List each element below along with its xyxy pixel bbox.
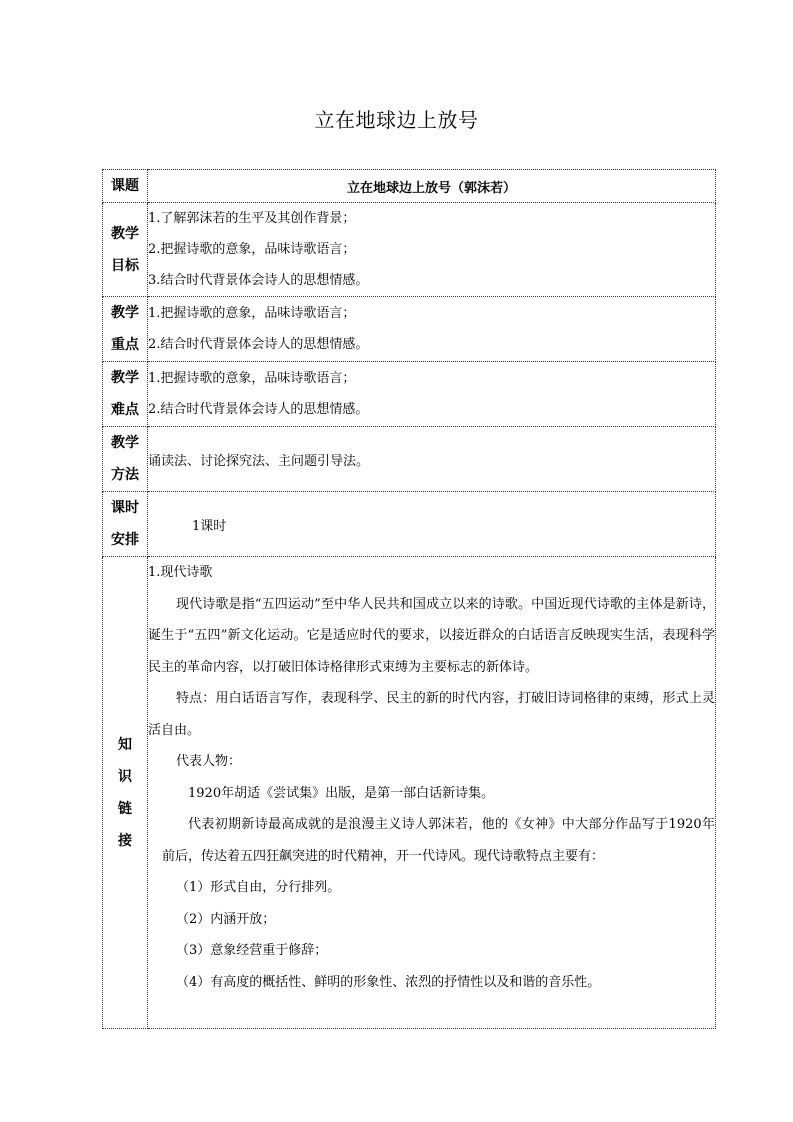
topic-value: 立在地球边上放号（郭沫若） bbox=[148, 170, 716, 203]
row-methods bbox=[103, 427, 716, 492]
hours-value: 1课时 bbox=[192, 518, 227, 534]
feature-item: （4）有高度的概括性、鲜明的形象性、浓烈的抒情性以及和谐的音乐性。 bbox=[176, 974, 601, 990]
feature-item: （1）形式自由，分行排列。 bbox=[176, 880, 341, 895]
row-key-points bbox=[103, 297, 716, 362]
difficulties-content bbox=[148, 362, 716, 427]
feature-item: （3）意象经营重于修辞； bbox=[176, 943, 328, 958]
knowledge-para: 特点：用白话语言写作，表现科学、民主的新的时代内容，打破旧诗词格律的束缚，形式上灵活自由。 bbox=[148, 691, 715, 738]
goal-item: 2.把握诗歌的意象，品味诗歌语言； bbox=[148, 242, 356, 257]
representative-item: 代表初期新诗最高成就的是浪漫主义诗人郭沫若，他的《女神》中大部分作品写于1920年前后，传达着五四狂飙突进的时代精神，开一代诗风。现代诗歌特点主要有： bbox=[162, 817, 715, 864]
knowledge-content bbox=[148, 557, 716, 1029]
knowledge-para: 现代诗歌是指“五四运动”至中华人民共和国成立以来的诗歌。中国近现代诗歌的主体是新诗，诞生于“五四”新文化运动。它是适应时代的要求，以接近群众的白话语言反映现实生活，表现科学民主的革命内容，以打破旧体诗格律形式束缚为主要标志的新体诗。 bbox=[148, 596, 715, 675]
feature-item: （2）内涵开放； bbox=[176, 911, 276, 927]
row-goals bbox=[103, 203, 716, 297]
row-difficulties bbox=[103, 362, 716, 427]
label-difficulties: 教学 难点 bbox=[103, 362, 148, 427]
hours-content bbox=[148, 492, 716, 557]
representatives-label: 代表人物： bbox=[176, 754, 242, 769]
label-methods: 教学 方法 bbox=[103, 427, 148, 492]
key-point-item: 2.结合时代背景体会诗人的思想情感。 bbox=[148, 337, 369, 352]
label-hours: 课时 安排 bbox=[103, 492, 148, 557]
label-knowledge: 知 识 链 接 bbox=[103, 557, 148, 1029]
row-hours bbox=[103, 492, 716, 557]
difficulty-item: 2.结合时代背景体会诗人的思想情感。 bbox=[148, 402, 369, 417]
difficulty-item: 1.把握诗歌的意象，品味诗歌语言； bbox=[148, 371, 356, 386]
knowledge-heading: 1.现代诗歌 bbox=[148, 565, 213, 580]
label-key-points: 教学 重点 bbox=[103, 297, 148, 362]
label-topic: 课题 bbox=[103, 170, 148, 203]
representative-item: 1920年胡适《尝试集》出版，是第一部白话新诗集。 bbox=[188, 785, 495, 801]
goals-content bbox=[148, 203, 716, 297]
page-title: 立在地球边上放号 bbox=[314, 108, 479, 132]
key-point-item: 1.把握诗歌的意象，品味诗歌语言； bbox=[148, 306, 356, 321]
lesson-plan-table bbox=[102, 169, 716, 1029]
goal-item: 3.结合时代背景体会诗人的思想情感。 bbox=[148, 273, 369, 288]
row-topic bbox=[103, 170, 716, 203]
row-knowledge bbox=[103, 557, 716, 1029]
methods-content: 诵读法、讨论探究法、主问题引导法。 bbox=[148, 427, 716, 492]
key-points-content bbox=[148, 297, 716, 362]
goal-item: 1.了解郭沫若的生平及其创作背景； bbox=[148, 211, 356, 226]
label-goals: 教学 目标 bbox=[103, 203, 148, 297]
